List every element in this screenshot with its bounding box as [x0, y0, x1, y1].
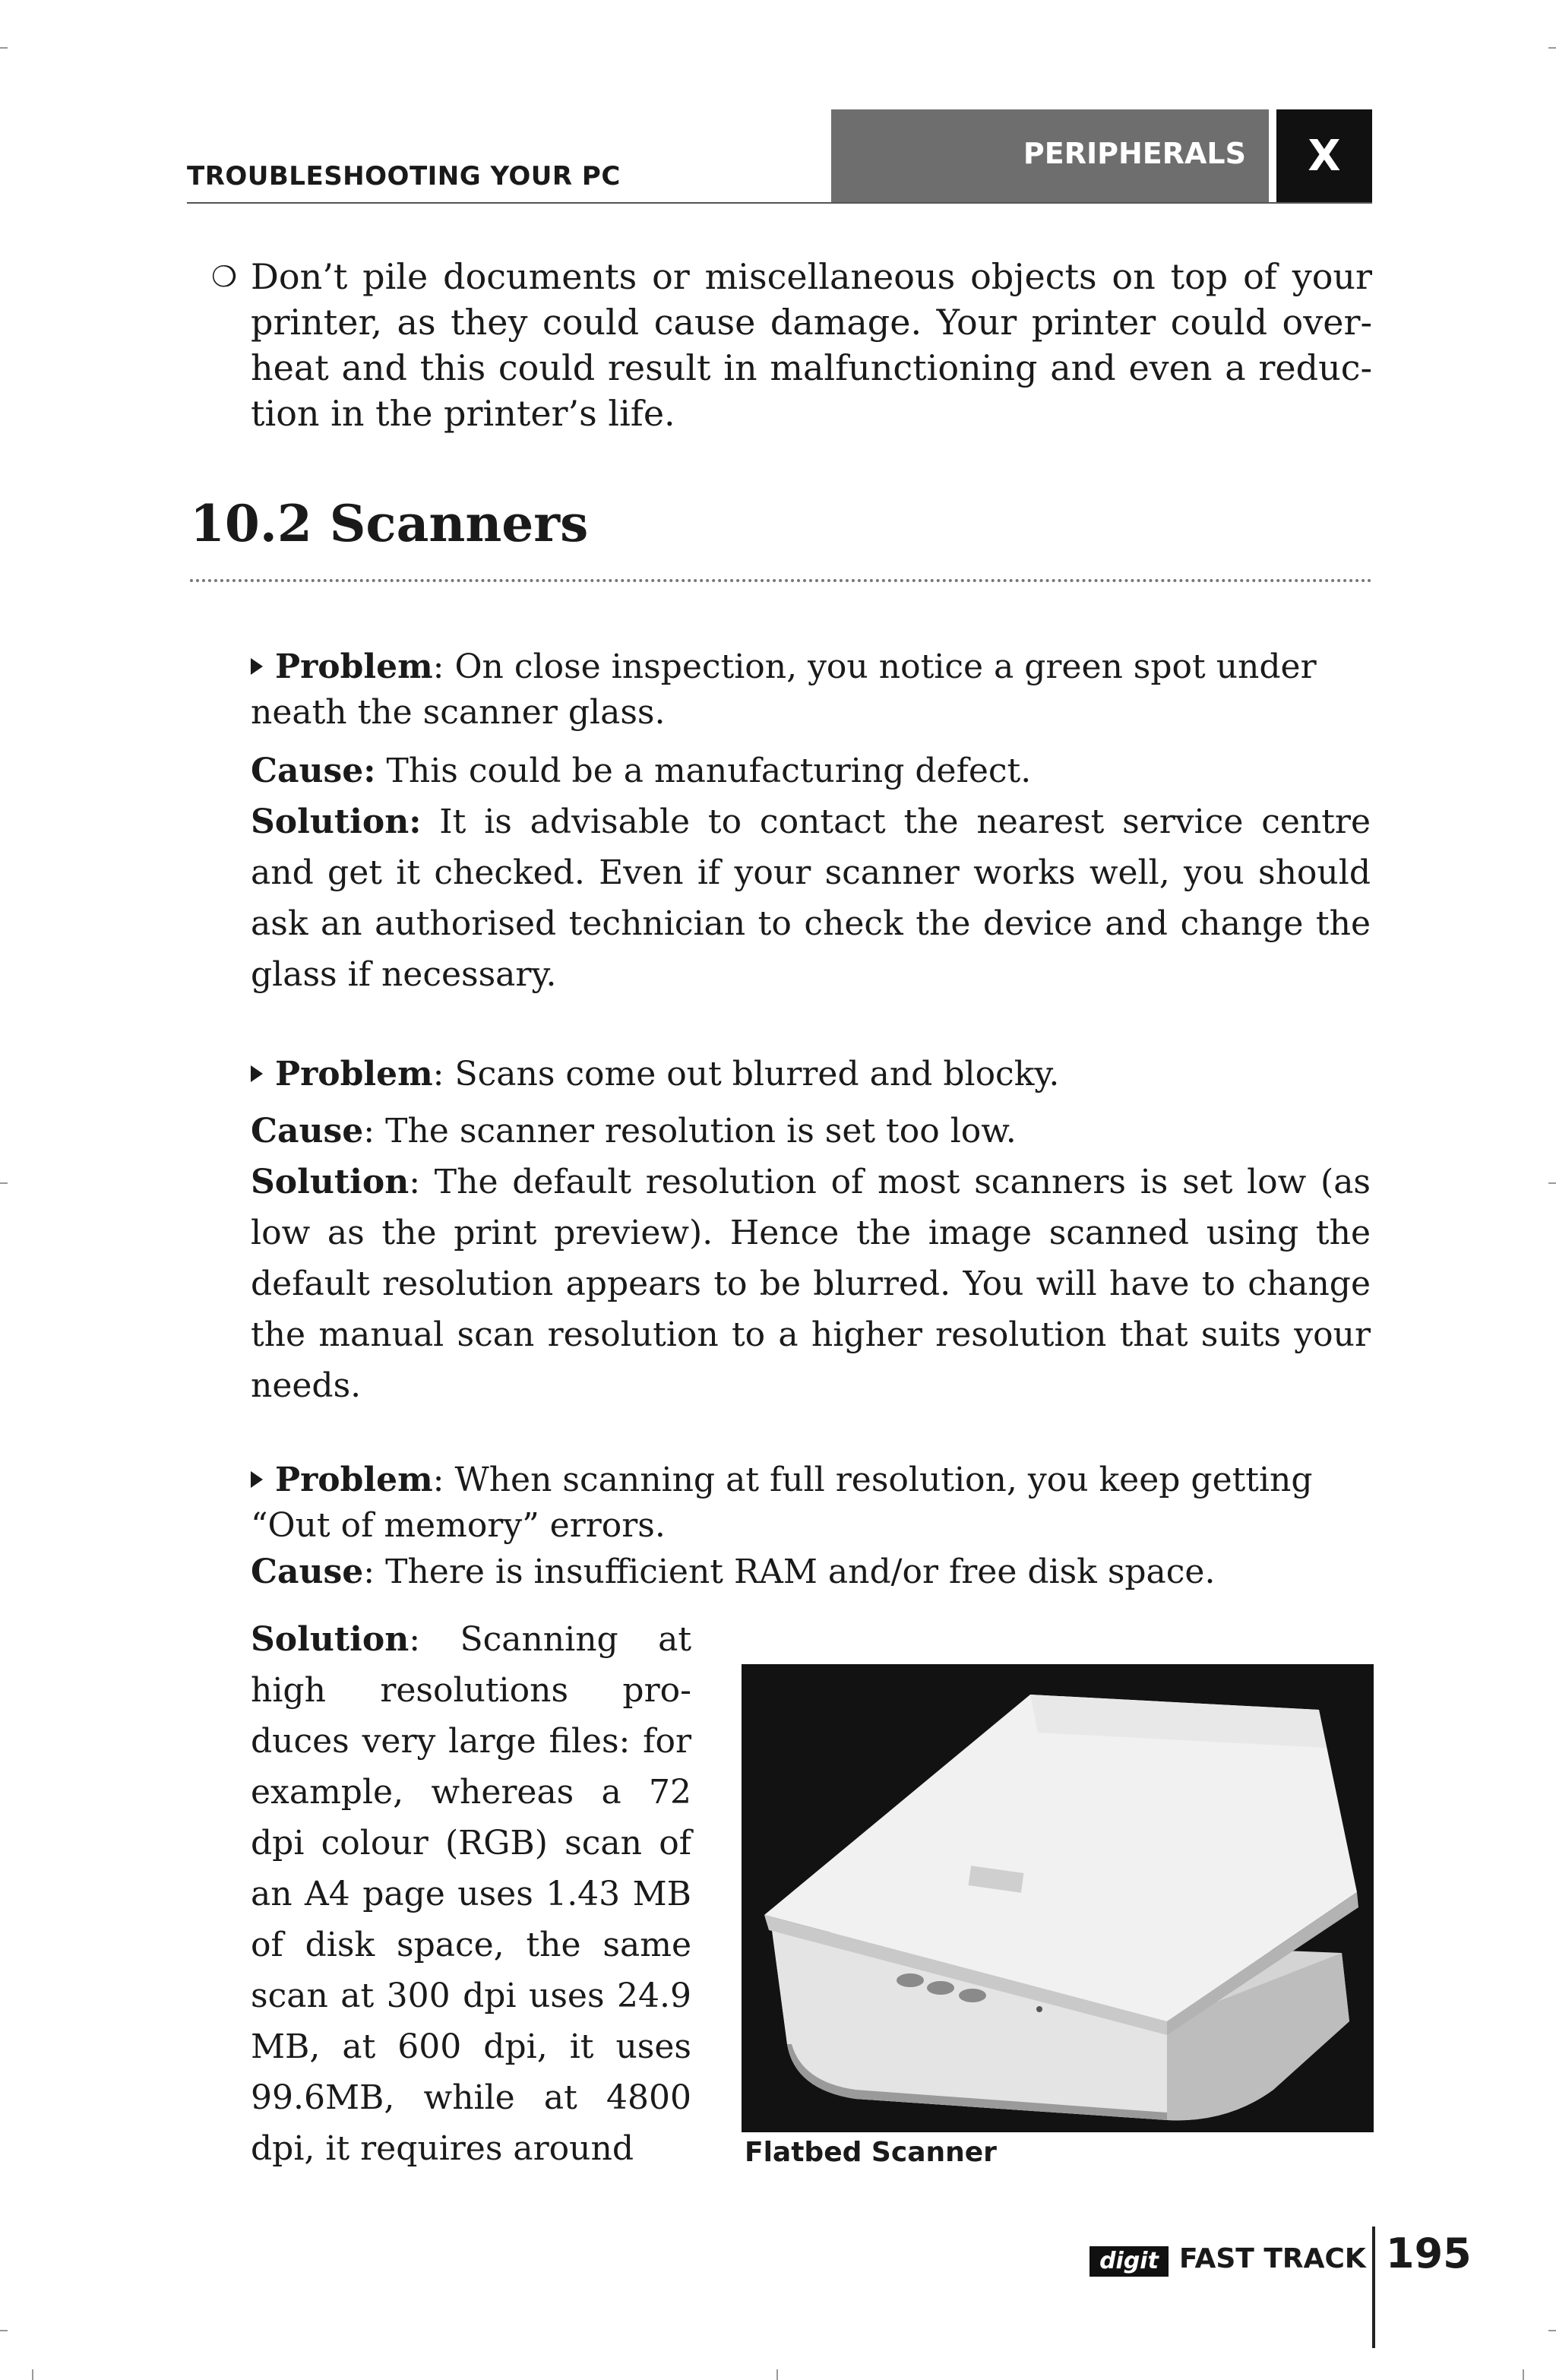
solution-text: It is advisable to contact the nearest service centre and get it checked. Even if your scanner works well, you should ask an authorised technician to check the device and change the glass if necessary.	[251, 802, 1371, 994]
problem-line: Problem: On close inspection, you notice a green spot under neath the scanner glass.	[251, 647, 1317, 732]
chapter-number-badge: X	[1276, 109, 1372, 204]
scanner-illustration	[742, 1664, 1374, 2132]
solution-paragraph	[251, 796, 1371, 1000]
problem-label: Problem	[275, 1461, 433, 1499]
problem-label: Problem	[275, 647, 433, 686]
crop-mark	[1523, 2369, 1524, 2380]
crop-mark	[1548, 2330, 1556, 2331]
solution-label: Solution	[251, 1620, 410, 1659]
problem-line: Problem: Scans come out blurred and blocky.	[251, 1052, 1371, 1097]
crop-mark	[0, 47, 8, 49]
crop-mark	[776, 2369, 778, 2380]
problem-label: Problem	[275, 1055, 433, 1093]
flatbed-scanner-photo	[742, 1664, 1374, 2132]
triangle-bullet-icon	[251, 1471, 263, 1488]
solution-paragraph-narrow: Solution: Scanning at high resolutions pro-duces very large files: for example, whereas a 72 dpi colour (RGB) scan of an A4 page uses 1.43 MB of disk space, the same scan at 300 dpi uses 24.9 MB, at 600 dpi, it uses 99.6MB, while at 4800 dpi, it requires around	[251, 1620, 692, 2168]
crop-mark	[0, 1182, 8, 1184]
header-rule	[187, 202, 1372, 204]
cause-line: Cause: The scanner resolution is set too low.	[251, 1112, 1017, 1150]
triangle-bullet-icon	[251, 658, 263, 675]
digit-logo: digit	[1090, 2246, 1169, 2277]
problem-text: On close inspection, you notice a green spot under neath the scanner glass.	[251, 647, 1317, 732]
triangle-bullet-icon	[251, 1065, 263, 1082]
running-title: TROUBLESHOOTING YOUR PC	[187, 161, 621, 191]
crop-mark	[0, 2330, 8, 2331]
cause-label: Cause:	[251, 752, 376, 790]
solution-text: Scanning at high resolutions pro-duces very large files: for example, whereas a 72 dpi colour (RGB) scan of an A4 page uses 1.43 MB of disk space, the same scan at 300 dpi uses 24.9 MB, at 600 dpi, it uses 99.6MB, while at 4800 dpi, it requires around	[251, 1620, 692, 2168]
cause-text: The scanner resolution is set too low.	[385, 1112, 1017, 1150]
bullet-icon: ❍	[211, 260, 238, 293]
figure-caption: Flatbed Scanner	[745, 2137, 997, 2168]
crop-mark	[1548, 47, 1556, 49]
troubleshoot-item-2	[251, 1052, 1371, 1411]
problem-text: Scans come out blurred and blocky.	[454, 1055, 1060, 1093]
section-title: 10.2 Scanners	[190, 494, 589, 553]
page-number: 195	[1386, 2230, 1472, 2277]
cause-line	[251, 746, 1371, 796]
cause-line: Cause: There is insufficient RAM and/or free disk space.	[251, 1552, 1216, 1591]
troubleshoot-item-1	[251, 644, 1371, 1000]
footer-brand: FAST TRACK	[1179, 2243, 1366, 2274]
troubleshoot-item-3	[251, 1457, 1371, 1596]
solution-label: Solution	[251, 1163, 410, 1201]
printer-tip	[211, 254, 1372, 436]
cause-text: There is insufficient RAM and/or free disk space.	[385, 1552, 1216, 1591]
tip-text: Don’t pile documents or miscellaneous objects on top of your printer, as they could cause damage. Your printer could over-heat and this could result in malfunctioning and even a reduc-tion in the printer’s life.	[251, 256, 1372, 434]
solution-text: The default resolution of most scanners is set low (as low as the print preview). Hence the image scanned using the default resolution appears to be blurred. You will have to change the manual scan resolution to a higher resolution that suits your needs.	[251, 1163, 1371, 1405]
problem-text: When scanning at full resolution, you keep getting “Out of memory” errors.	[251, 1461, 1313, 1545]
problem-line: Problem: When scanning at full resolution, you keep getting “Out of memory” errors.	[251, 1461, 1313, 1545]
section-dotted-rule	[190, 579, 1372, 582]
cause-text: This could be a manufacturing defect.	[386, 752, 1032, 790]
solution-label: Solution:	[251, 802, 422, 841]
footer-rule	[1372, 2227, 1375, 2348]
chapter-tab	[831, 109, 1269, 204]
crop-mark	[32, 2369, 33, 2380]
solution-paragraph: Solution: The default resolution of most scanners is set low (as low as the print preview). Hence the image scanned using the default resolution appears to be blurred. You will have to change the manual scan resolution to a higher resolution that suits your needs.	[251, 1163, 1371, 1405]
chapter-tab-label: PERIPHERALS	[1023, 137, 1246, 170]
cause-label: Cause	[251, 1552, 364, 1591]
crop-mark	[1548, 1182, 1556, 1184]
cause-label: Cause	[251, 1112, 364, 1150]
